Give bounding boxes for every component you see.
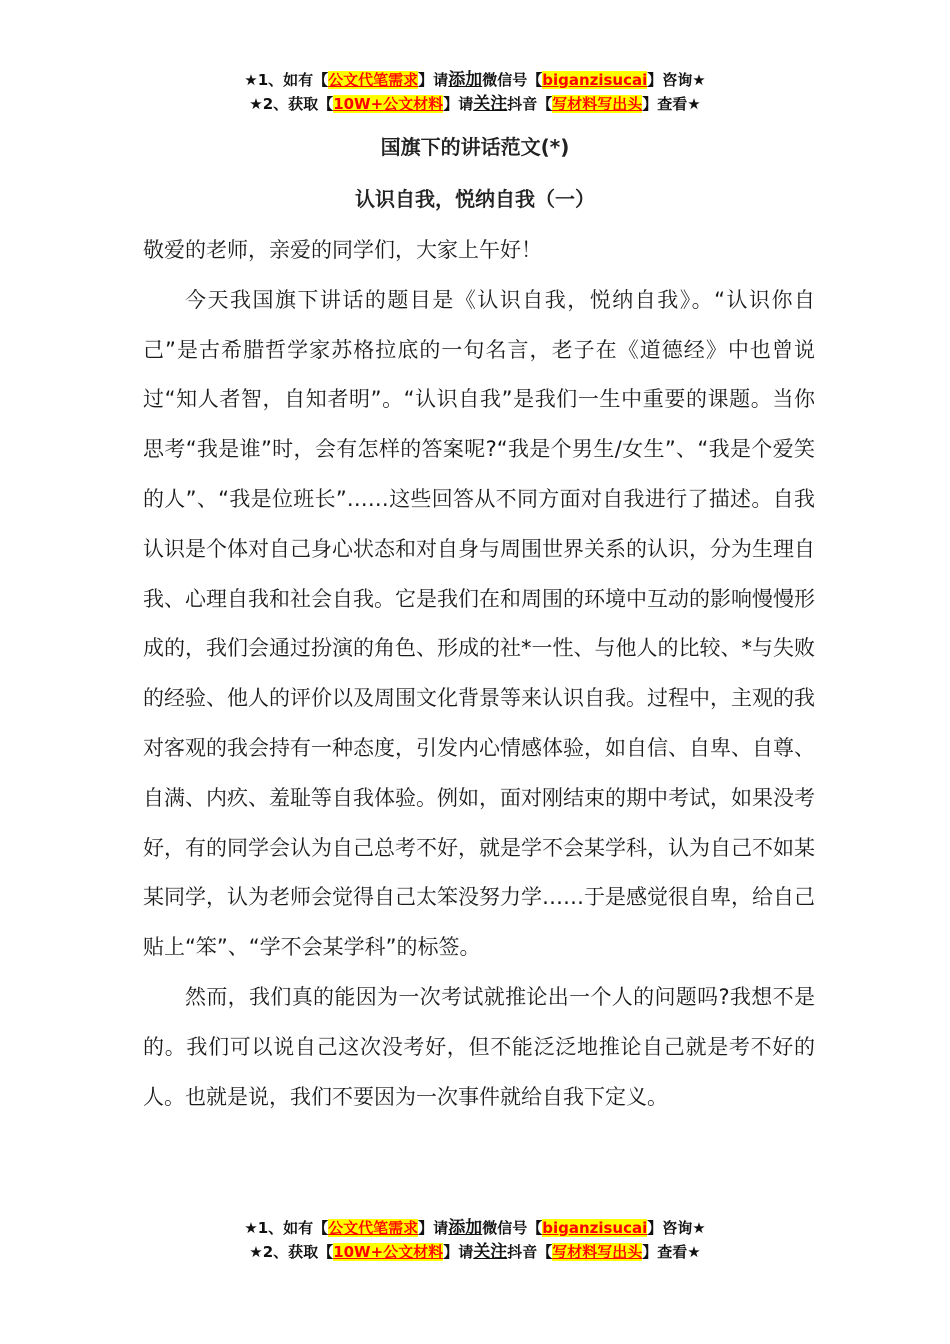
promo-highlight-douyin: 写材料写出头 [552,95,643,113]
body-paragraph: 今天我国旗下讲话的题目是《认识自我，悦纳自我》。“认识你自己”是古希腊哲学家苏格拉底的一句名言，老子在《道德经》中也曾说过“知人者智，自知者明”。“认识自我”是我们一生中重要的课题。当你思考“我是谁”时，会有怎样的答案呢?“我是个男生/女生”、“我是个爱笑的人”、“我是位班长”……这些回答从不同方面对自我进行了描述。自我认识是个体对自己身心状态和对自身与周围世界关系的认识，分为生理自我、心理自我和社会自我。它是我们在和周围的环境中互动的影响慢慢形成的，我们会通过扮演的角色、形成的社*一性、与他人的比较、*与失败的经验、他人的评价以及周围文化背景等来认识自我。过程中，主观的我对客观的我会持有一种态度，引发内心情感体验，如自信、自卑、自尊、自满、内疚、羞耻等自我体验。例如，面对刚结束的期中考试，如果没考好，有的同学会认为自己总考不好，就是学不会某学科，认为自己不如某某同学，认为老师会觉得自己太笨没努力学……于是感觉很自卑，给自己贴上“笨”、“学不会某学科”的标签。 [143,287,815,960]
promo-banner-bottom [0,1216,950,1264]
promo-line-1 [0,1216,950,1240]
promo-banner-top [0,68,950,116]
promo-text: 】查看★ [642,1243,701,1261]
promo-highlight-materials: 10W+公文材料 [333,95,444,113]
promo-emphasis: 添加 [448,70,483,90]
promo-text: 】咨询★ [647,1219,706,1237]
promo-line-2 [0,92,950,116]
promo-text: ★1、如有【 [244,71,329,89]
promo-text: ★2、获取【 [249,95,334,113]
promo-highlight-service: 公文代笔需求 [328,1219,419,1237]
promo-highlight-wechat: biganzisucai [542,71,648,89]
promo-emphasis: 关注 [473,1242,508,1262]
promo-text: 】请 [443,95,474,113]
promo-text: 抖音【 [507,95,553,113]
promo-text: 】咨询★ [647,71,706,89]
promo-text: 微信号【 [482,1219,543,1237]
greeting-paragraph: 敬爱的老师，亲爱的同学们，大家上午好！ [143,238,542,262]
promo-highlight-materials: 10W+公文材料 [333,1243,444,1261]
promo-emphasis: 添加 [448,1218,483,1238]
document-subtitle: 认识自我，悦纳自我（一） [355,187,595,211]
promo-highlight-service: 公文代笔需求 [328,71,419,89]
promo-text: 】查看★ [642,95,701,113]
promo-text: ★2、获取【 [249,1243,334,1261]
promo-text: ★1、如有【 [244,1219,329,1237]
document-title: 国旗下的讲话范文(*) [380,135,570,159]
promo-text: 】请 [418,71,449,89]
body-paragraph: 然而，我们真的能因为一次考试就推论出一个人的问题吗?我想不是的。我们可以说自己这次没考好，但不能泛泛地推论自己就是考不好的人。也就是说，我们不要因为一次事件就给自我下定义。 [143,984,815,1109]
promo-emphasis: 关注 [473,94,508,114]
promo-line-2 [0,1240,950,1264]
promo-text: 微信号【 [482,71,543,89]
promo-highlight-wechat: biganzisucai [542,1219,648,1237]
promo-text: 】请 [443,1243,474,1261]
promo-highlight-douyin: 写材料写出头 [552,1243,643,1261]
promo-text: 】请 [418,1219,449,1237]
document-body [143,226,815,1122]
promo-text: 抖音【 [507,1243,553,1261]
promo-line-1 [0,68,950,92]
